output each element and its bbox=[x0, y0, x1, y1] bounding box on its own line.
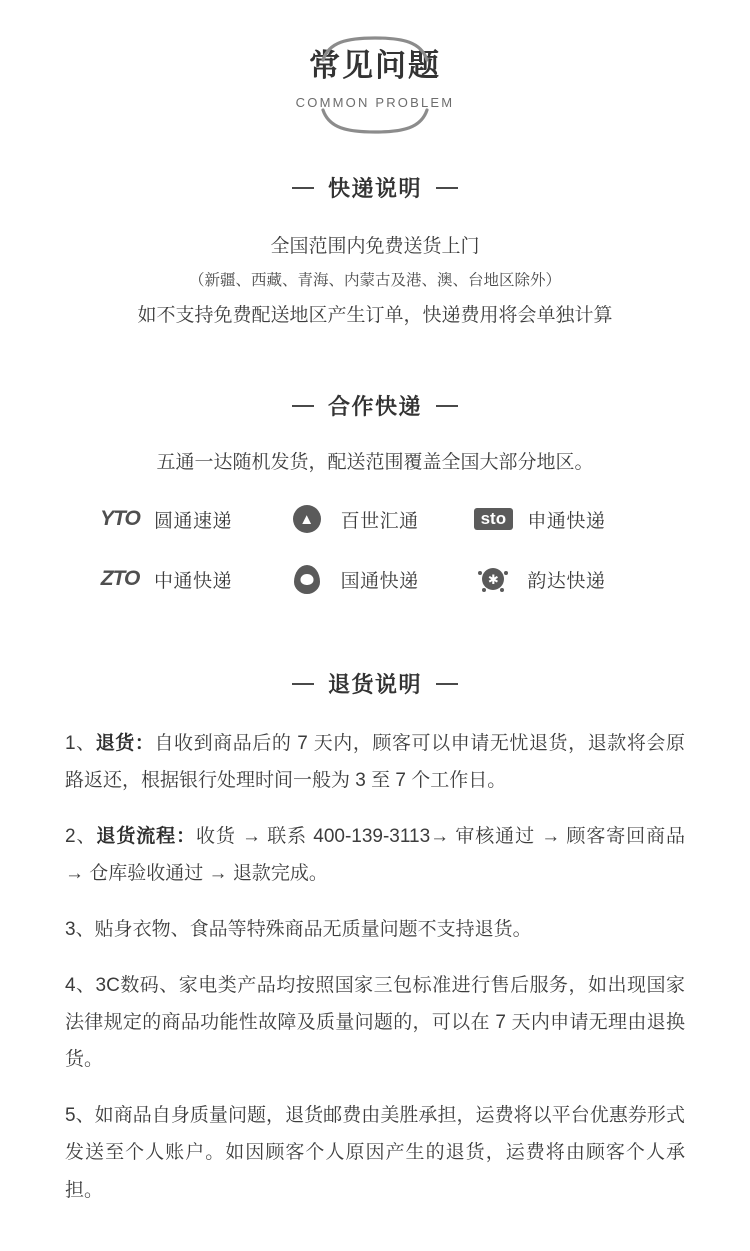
star-tick bbox=[500, 588, 504, 592]
returns-item-label: 退货流程： bbox=[96, 826, 196, 848]
courier-name: 百世汇通 bbox=[340, 510, 419, 532]
heading-dash-left-icon bbox=[292, 405, 314, 407]
shipping-text-block bbox=[0, 229, 750, 334]
star-tick bbox=[504, 571, 508, 575]
courier-item bbox=[95, 556, 282, 602]
brace-top-icon bbox=[319, 36, 431, 62]
sto-logo-text: sto bbox=[474, 508, 514, 530]
returns-heading-label: 退货说明 bbox=[327, 672, 422, 698]
returns-item-text: 贴身衣物、食品等特殊商品无质量问题不支持退货。 bbox=[94, 919, 532, 941]
couriers-section bbox=[0, 390, 750, 602]
courier-item bbox=[282, 556, 469, 602]
shipping-line-1: 全国范围内免费送货上门 bbox=[270, 236, 480, 258]
shipping-heading bbox=[0, 172, 750, 203]
returns-item-index: 2、 bbox=[65, 826, 97, 848]
returns-item-text: 收货 → 联系 400-139-3113→ 审核通过 → 顾客寄回商品 → 仓库验收通过 → 退款完成。 bbox=[65, 826, 685, 885]
returns-item bbox=[65, 967, 685, 1078]
returns-item bbox=[65, 911, 685, 948]
page-title: 常见问题 bbox=[309, 48, 441, 83]
yunda-logo-icon bbox=[468, 564, 518, 594]
brace-bottom-icon bbox=[319, 108, 431, 134]
courier-name: 国通快递 bbox=[340, 570, 419, 592]
gto-logo-icon bbox=[282, 564, 332, 594]
shipping-line-2: （新疆、西藏、青海、内蒙古及港、澳、台地区除外） bbox=[188, 272, 561, 290]
sto-logo-icon bbox=[468, 504, 518, 534]
courier-name: 圆通速递 bbox=[154, 510, 233, 532]
shipping-heading-label: 快递说明 bbox=[327, 176, 422, 202]
page-header-inner bbox=[242, 34, 509, 120]
circle-shape bbox=[293, 505, 321, 533]
returns-item bbox=[65, 725, 685, 799]
courier-name: 申通快递 bbox=[527, 510, 606, 532]
courier-item bbox=[95, 496, 282, 542]
heading-dash-right-icon bbox=[436, 405, 458, 407]
shipping-section bbox=[0, 172, 750, 334]
yto-logo-icon bbox=[95, 504, 145, 534]
returns-item-index: 5、 bbox=[65, 1105, 95, 1127]
huitongda-logo-icon bbox=[282, 504, 332, 534]
returns-heading bbox=[0, 668, 750, 699]
courier-item bbox=[468, 496, 655, 542]
page-header bbox=[0, 0, 750, 120]
returns-item-label: 退货： bbox=[95, 733, 155, 755]
zto-logo-text: ZTO bbox=[100, 567, 140, 591]
asterisk-icon: ✱ bbox=[487, 571, 499, 587]
courier-name: 韵达快递 bbox=[527, 570, 606, 592]
returns-list bbox=[65, 725, 685, 1209]
heading-dash-left-icon bbox=[292, 683, 314, 685]
courier-item bbox=[468, 556, 655, 602]
returns-item bbox=[65, 818, 685, 892]
returns-section bbox=[0, 668, 750, 1209]
returns-item-text: 自收到商品后的 7 天内，顾客可以申请无忧退货，退款将会原路返还，根据银行处理时间一般为 3 至 7 个工作日。 bbox=[65, 733, 685, 792]
couriers-intro: 五通一达随机发货，配送范围覆盖全国大部分地区。 bbox=[156, 452, 594, 474]
page-subtitle: COMMON PROBLEM bbox=[295, 95, 455, 111]
shipping-line-3: 如不支持免费配送地区产生订单，快递费用将会单独计算 bbox=[137, 304, 613, 326]
drop-shape bbox=[294, 565, 320, 594]
returns-item-index: 3、 bbox=[65, 919, 95, 941]
returns-item-index: 4、 bbox=[65, 975, 96, 997]
returns-item-text: 3C数码、家电类产品均按照国家三包标准进行售后服务，如出现国家法律规定的商品功能性故障及质量问题的，可以在 7 天内申请无理由退换货。 bbox=[65, 975, 685, 1071]
yto-logo-text: YTO bbox=[100, 507, 140, 531]
heading-dash-right-icon bbox=[436, 187, 458, 189]
star-tick bbox=[482, 588, 486, 592]
zto-logo-icon bbox=[95, 564, 145, 594]
returns-item-index: 1、 bbox=[65, 733, 96, 755]
arrow-up-icon: ▲ bbox=[299, 510, 315, 528]
returns-item-text: 如商品自身质量问题，退货邮费由美胜承担，运费将以平台优惠券形式发送至个人账户。如因顾客个人原因产生的退货，运费将由顾客个人承担。 bbox=[65, 1105, 685, 1201]
couriers-heading-label: 合作快递 bbox=[327, 394, 422, 420]
returns-item bbox=[65, 1097, 685, 1208]
heading-dash-right-icon bbox=[436, 683, 458, 685]
couriers-heading bbox=[0, 390, 750, 421]
courier-list bbox=[95, 496, 655, 602]
courier-item bbox=[282, 496, 469, 542]
star-core bbox=[482, 568, 504, 590]
star-shape bbox=[478, 564, 508, 594]
courier-name: 中通快递 bbox=[154, 570, 233, 592]
heading-dash-left-icon bbox=[292, 187, 314, 189]
